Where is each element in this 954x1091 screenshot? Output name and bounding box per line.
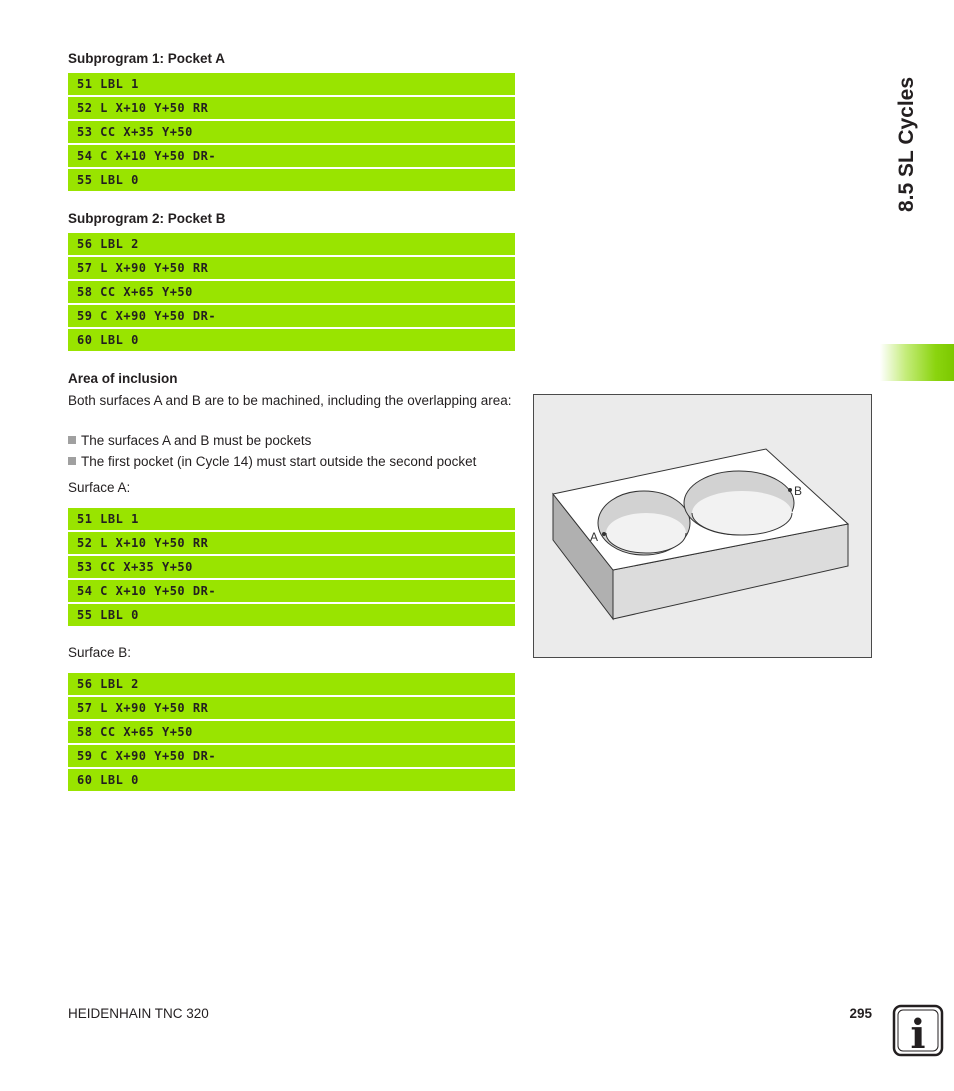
code-line: 55 LBL 0 — [68, 604, 515, 626]
code-line: 51 LBL 1 — [68, 73, 515, 95]
code-line: 57 L X+90 Y+50 RR — [68, 697, 515, 719]
area-of-inclusion-heading: Area of inclusion — [68, 371, 178, 386]
workpiece-illustration — [534, 395, 871, 657]
chapter-tab-marker — [880, 344, 954, 381]
code-line: 58 CC X+65 Y+50 — [68, 281, 515, 303]
inclusion-description: Both surfaces A and B are to be machined, including the overlapping area: — [68, 393, 512, 408]
code-line: 57 L X+90 Y+50 RR — [68, 257, 515, 279]
page-number: 295 — [849, 1006, 872, 1021]
code-line: 51 LBL 1 — [68, 508, 515, 530]
code-line: 56 LBL 2 — [68, 673, 515, 695]
code-line: 56 LBL 2 — [68, 233, 515, 255]
code-line: 53 CC X+35 Y+50 — [68, 556, 515, 578]
code-line: 59 C X+90 Y+50 DR- — [68, 745, 515, 767]
code-line: 55 LBL 0 — [68, 169, 515, 191]
point-b-marker — [788, 488, 792, 492]
bullet-item: The first pocket (in Cycle 14) must start outside the second pocket — [68, 454, 476, 469]
code-line: 59 C X+90 Y+50 DR- — [68, 305, 515, 327]
code-line: 54 C X+10 Y+50 DR- — [68, 145, 515, 167]
subprogram-2-heading: Subprogram 2: Pocket B — [68, 211, 226, 226]
pocket-overlap-figure — [533, 394, 872, 658]
chapter-title: 8.5 SL Cycles — [895, 76, 918, 212]
code-line: 60 LBL 0 — [68, 329, 515, 351]
bullet-square-icon — [68, 436, 76, 444]
bullet-item: The surfaces A and B must be pockets — [68, 433, 311, 448]
surface-b-label: Surface B: — [68, 645, 132, 660]
code-line: 53 CC X+35 Y+50 — [68, 121, 515, 143]
bullet-square-icon — [68, 457, 76, 465]
code-line: 52 L X+10 Y+50 RR — [68, 97, 515, 119]
point-a-marker — [602, 532, 606, 536]
subprogram-1-code — [68, 73, 515, 193]
code-line: 52 L X+10 Y+50 RR — [68, 532, 515, 554]
info-icon — [892, 1004, 944, 1057]
label-a: A — [590, 530, 599, 544]
code-line: 58 CC X+65 Y+50 — [68, 721, 515, 743]
code-line: 60 LBL 0 — [68, 769, 515, 791]
label-b: B — [794, 484, 803, 498]
subprogram-2-code — [68, 233, 515, 353]
footer-product: HEIDENHAIN TNC 320 — [68, 1006, 209, 1021]
surface-b-code — [68, 673, 515, 793]
svg-text:i: i — [910, 1011, 926, 1057]
surface-a-label: Surface A: — [68, 480, 131, 495]
code-line: 54 C X+10 Y+50 DR- — [68, 580, 515, 602]
surface-a-code — [68, 508, 515, 628]
subprogram-1-heading: Subprogram 1: Pocket A — [68, 51, 226, 66]
